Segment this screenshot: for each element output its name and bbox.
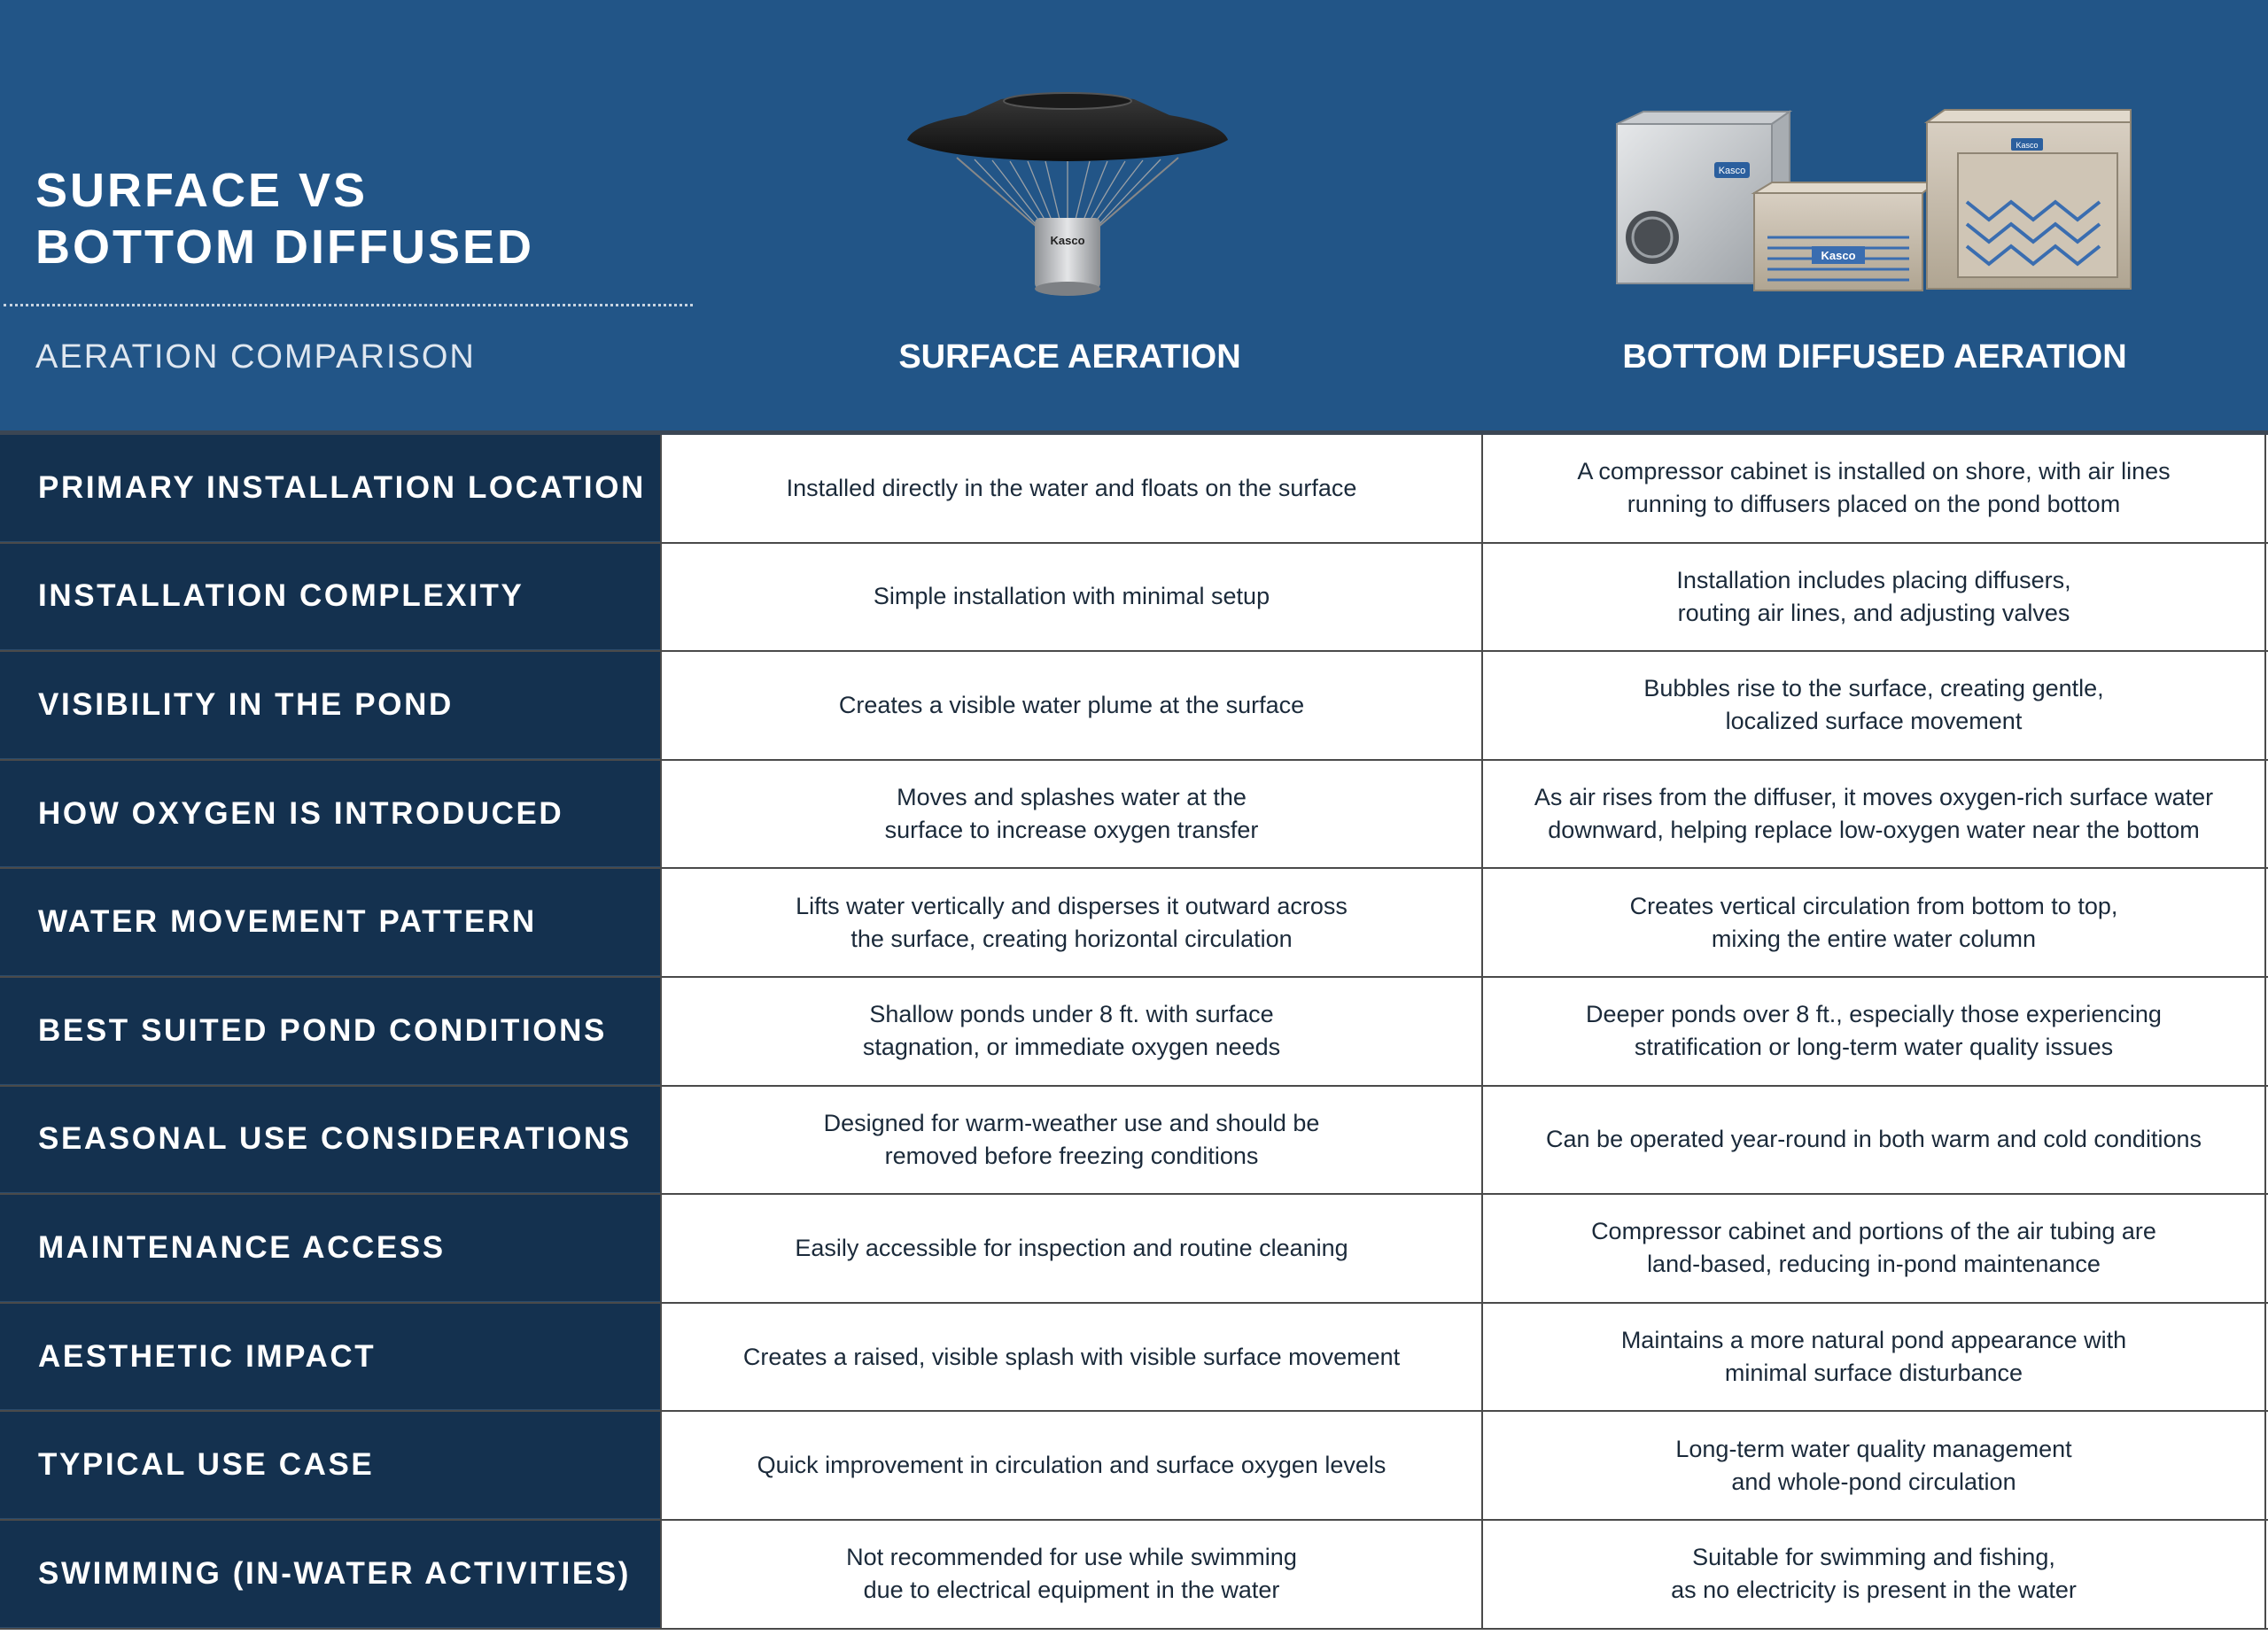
table-row bbox=[0, 1412, 2268, 1521]
bottom-cell-text: Suitable for swimming and fishing, as no electricity is present in the water bbox=[1671, 1544, 2077, 1604]
row-label: SWIMMING (IN-WATER ACTIVITIES) bbox=[0, 1521, 660, 1628]
page-subtitle: AERATION COMPARISON bbox=[35, 338, 476, 376]
table-row bbox=[0, 435, 2268, 544]
header-banner bbox=[0, 0, 2268, 432]
table-row bbox=[0, 761, 2268, 870]
row-label: HOW OXYGEN IS INTRODUCED bbox=[0, 761, 660, 868]
row-label: VISIBILITY IN THE POND bbox=[0, 652, 660, 759]
bottom-cell bbox=[1481, 652, 2266, 759]
row-label: AESTHETIC IMPACT bbox=[0, 1304, 660, 1411]
bottom-cell bbox=[1481, 761, 2266, 868]
bottom-diffused-image bbox=[1608, 105, 2140, 308]
surface-cell-text: Installed directly in the water and floats on the surface bbox=[786, 474, 1357, 501]
table-row bbox=[0, 1195, 2268, 1304]
column-header-surface: SURFACE AERATION bbox=[898, 338, 1241, 376]
surface-cell-text: Designed for warm-weather use and should be removed before freezing conditions bbox=[823, 1109, 1320, 1169]
table-row bbox=[0, 1087, 2268, 1196]
row-label: SEASONAL USE CONSIDERATIONS bbox=[0, 1087, 660, 1194]
bottom-cell-text: Can be operated year-round in both warm and cold conditions bbox=[1546, 1126, 2202, 1153]
bottom-cell bbox=[1481, 1195, 2266, 1302]
surface-aerator-image bbox=[904, 85, 1231, 306]
comparison-table bbox=[0, 435, 2268, 1630]
table-row bbox=[0, 544, 2268, 653]
table-row bbox=[0, 1521, 2268, 1630]
bottom-cell bbox=[1481, 1304, 2266, 1411]
bottom-cell bbox=[1481, 1087, 2266, 1194]
surface-cell-text: Creates a visible water plume at the surface bbox=[838, 691, 1305, 718]
surface-cell-text: Not recommended for use while swimming due to electrical equipment in the water bbox=[846, 1544, 1297, 1604]
svg-text:Kasco: Kasco bbox=[1821, 249, 1856, 262]
bottom-cell-text: Bubbles rise to the surface, creating gentle, localized surface movement bbox=[1643, 675, 2104, 735]
surface-cell-text: Simple installation with minimal setup bbox=[873, 583, 1270, 610]
surface-cell bbox=[660, 544, 1481, 651]
surface-cell bbox=[660, 652, 1481, 759]
surface-cell bbox=[660, 1304, 1481, 1411]
surface-cell bbox=[660, 1195, 1481, 1302]
surface-cell bbox=[660, 761, 1481, 868]
row-label: BEST SUITED POND CONDITIONS bbox=[0, 978, 660, 1085]
page-title bbox=[35, 162, 534, 275]
surface-cell bbox=[660, 1412, 1481, 1519]
bottom-cell-text: Deeper ponds over 8 ft., especially those experiencing stratification or long-term water quality issues bbox=[1586, 1001, 2162, 1061]
row-label: MAINTENANCE ACCESS bbox=[0, 1195, 660, 1302]
bottom-cell bbox=[1481, 869, 2266, 976]
surface-cell bbox=[660, 1087, 1481, 1194]
surface-cell-text: Lifts water vertically and disperses it outward across the surface, creating horizontal circulation bbox=[796, 892, 1348, 952]
svg-text:Kasco: Kasco bbox=[2016, 141, 2039, 150]
column-header-bottom: BOTTOM DIFFUSED AERATION bbox=[1622, 338, 2127, 376]
title-line-2: BOTTOM DIFFUSED bbox=[35, 221, 534, 274]
surface-cell-text: Quick improvement in circulation and surface oxygen levels bbox=[757, 1452, 1386, 1479]
row-label: WATER MOVEMENT PATTERN bbox=[0, 869, 660, 976]
svg-text:Kasco: Kasco bbox=[1718, 166, 1746, 176]
bottom-cell-text: Compressor cabinet and portions of the air tubing are land-based, reducing in-pond maintenance bbox=[1591, 1218, 2156, 1278]
bottom-cell-text: Maintains a more natural pond appearance with minimal surface disturbance bbox=[1620, 1327, 2127, 1387]
title-divider bbox=[4, 304, 693, 306]
bottom-cell bbox=[1481, 978, 2266, 1085]
surface-cell bbox=[660, 978, 1481, 1085]
title-line-1: SURFACE VS bbox=[35, 164, 369, 217]
row-label: INSTALLATION COMPLEXITY bbox=[0, 544, 660, 651]
bottom-cell-text: Installation includes placing diffusers, routing air lines, and adjusting valves bbox=[1676, 566, 2071, 626]
table-row bbox=[0, 1304, 2268, 1413]
svg-text:Kasco: Kasco bbox=[1050, 234, 1085, 247]
bottom-cell-text: As air rises from the diffuser, it moves oxygen-rich surface water downward, helping replace low-oxygen water near the bottom bbox=[1534, 784, 2214, 844]
surface-cell bbox=[660, 1521, 1481, 1628]
row-label: PRIMARY INSTALLATION LOCATION bbox=[0, 435, 660, 542]
bottom-cell bbox=[1481, 1521, 2266, 1628]
bottom-cell-text: A compressor cabinet is installed on shore, with air lines running to diffusers placed on the pond bottom bbox=[1577, 458, 2171, 518]
surface-cell-text: Moves and splashes water at the surface to increase oxygen transfer bbox=[884, 784, 1259, 844]
bottom-cell-text: Long-term water quality management and whole-pond circulation bbox=[1675, 1435, 2072, 1495]
surface-cell-text: Shallow ponds under 8 ft. with surface stagnation, or immediate oxygen needs bbox=[862, 1001, 1281, 1061]
row-label: TYPICAL USE CASE bbox=[0, 1412, 660, 1519]
surface-cell bbox=[660, 869, 1481, 976]
surface-cell bbox=[660, 435, 1481, 542]
surface-cell-text: Easily accessible for inspection and routine cleaning bbox=[795, 1234, 1348, 1261]
surface-cell-text: Creates a raised, visible splash with visible surface movement bbox=[742, 1343, 1401, 1370]
bottom-cell bbox=[1481, 435, 2266, 542]
table-row bbox=[0, 652, 2268, 761]
bottom-cell-text: Creates vertical circulation from bottom to top, mixing the entire water column bbox=[1629, 892, 2118, 952]
bottom-cell bbox=[1481, 544, 2266, 651]
table-row bbox=[0, 978, 2268, 1087]
bottom-cell bbox=[1481, 1412, 2266, 1519]
table-row bbox=[0, 869, 2268, 978]
